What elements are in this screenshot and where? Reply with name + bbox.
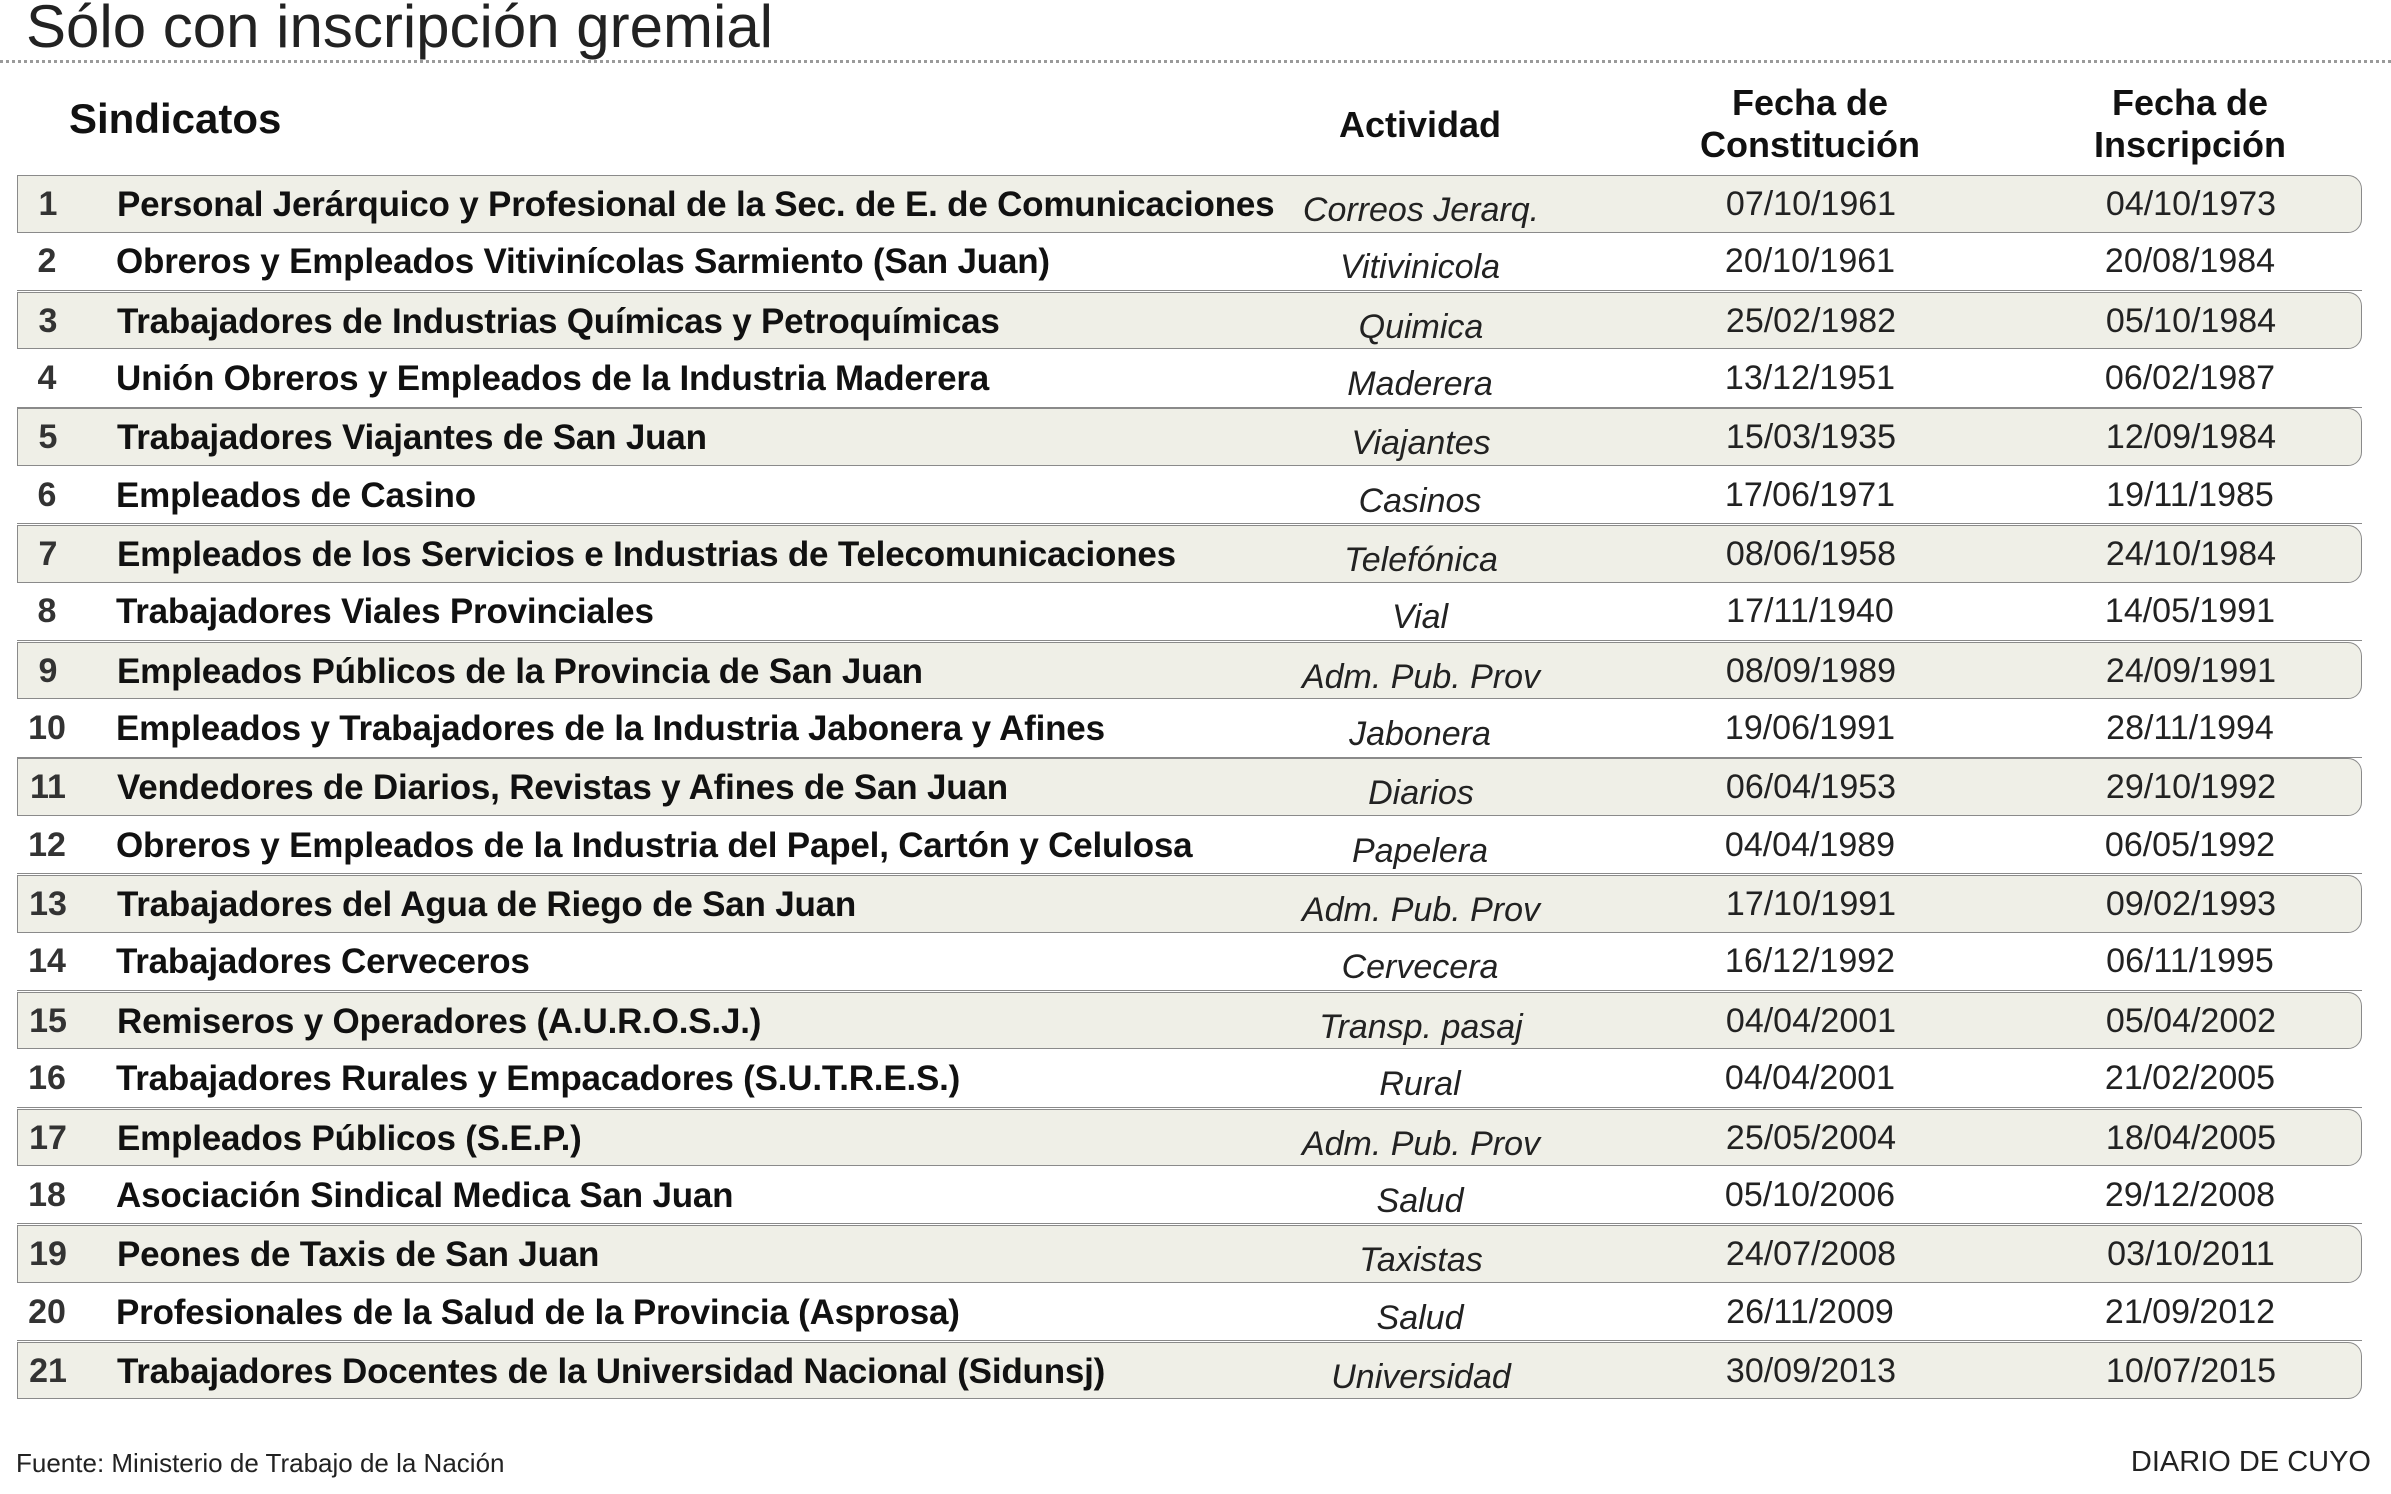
sindicatos-table [17,175,2362,1400]
fecha-constitucion-cell: 19/06/1991 [1724,709,1896,748]
header-actividad: Actividad [1338,104,1502,145]
fecha-inscripcion-cell: 06/05/1992 [2104,825,2276,864]
fecha-inscripcion-cell: 19/11/1985 [2106,475,2274,514]
fecha-inscripcion-cell: 03/10/2011 [2107,1235,2275,1274]
sindicato-name: Unión Obreros y Empleados de la Industria Maderera [116,359,990,399]
fecha-inscripcion-cell: 05/04/2002 [2105,1001,2277,1040]
sindicato-name: Empleados Públicos (S.E.P.) [117,1118,582,1158]
row-number: 10 [28,709,66,748]
actividad-cell: Rural [1379,1065,1461,1104]
fecha-constitucion-cell: 04/04/2001 [1725,1001,1897,1040]
header-fecha-inscripcion [2040,82,2340,166]
fecha-constitucion-cell: 05/10/2006 [1724,1175,1896,1214]
sindicato-name: Trabajadores Viajantes de San Juan [117,418,707,458]
fecha-inscripcion-cell: 04/10/1973 [2105,185,2277,223]
sindicato-name: Empleados de los Servicios e Industrias de Telecomunicaciones [117,535,1176,575]
actividad-cell: Salud [1376,1181,1464,1220]
row-number: 4 [37,359,57,398]
header-sindicatos: Sindicatos [69,95,282,142]
row-number: 8 [37,592,57,631]
fecha-constitucion-cell: 15/03/1935 [1725,418,1897,457]
fecha-constitucion-cell: 04/04/2001 [1724,1059,1896,1098]
sindicato-name: Asociación Sindical Medica San Juan [116,1175,734,1215]
sindicato-name: Trabajadores del Agua de Riego de San Juan [117,885,857,925]
table-row [17,933,2362,991]
fecha-inscripcion-cell: 10/07/2015 [2105,1351,2277,1390]
row-number: 11 [30,768,66,807]
row-number: 6 [37,475,57,514]
page-title: Sólo con inscripción gremial [26,0,774,60]
fecha-inscripcion-cell: 05/10/1984 [2105,301,2277,340]
brand-logo-text: DIARIO DE CUYO [2130,1446,2371,1478]
row-number: 7 [38,535,58,574]
header-fecha-inscripcion-line: Fecha de Inscripción [2093,82,2287,165]
table-row [17,700,2362,758]
actividad-cell: Vitivinicola [1339,248,1500,287]
actividad-cell: Universidad [1331,1357,1511,1396]
actividad-cell: Viajantes [1351,424,1491,463]
actividad-cell: Adm. Pub. Prov [1301,657,1541,696]
row-number: 17 [29,1118,67,1157]
row-number: 9 [38,651,58,690]
row-number: 14 [28,942,66,981]
source-note: Fuente: Ministerio de Trabajo de la Nación [16,1448,505,1478]
table-row [17,1342,2362,1400]
fecha-inscripcion-cell: 28/11/1994 [2106,709,2274,748]
table-row [17,292,2362,350]
table-row [17,583,2362,641]
row-number: 15 [29,1001,67,1040]
fecha-inscripcion-cell: 18/04/2005 [2105,1118,2277,1157]
fecha-constitucion-cell: 25/05/2004 [1725,1118,1897,1157]
sindicato-name: Trabajadores de Industrias Químicas y Petroquímicas [117,301,1000,341]
table-row [17,175,2362,233]
sindicato-name: Trabajadores Docentes de la Universidad Nacional (Sidunsj) [117,1351,1106,1391]
actividad-cell: Vial [1391,598,1449,637]
row-number: 16 [28,1059,66,1098]
table-row [17,525,2362,583]
sindicato-name: Peones de Taxis de San Juan [117,1235,600,1275]
actividad-cell: Correos Jerarq. [1302,191,1540,229]
row-number: 20 [28,1292,66,1331]
table-row [17,642,2362,700]
actividad-cell: Cervecera [1341,948,1499,987]
actividad-cell: Jabonera [1349,715,1491,754]
row-number: 21 [29,1351,67,1390]
table-row [17,1109,2362,1167]
table-row [17,992,2362,1050]
fecha-inscripcion-cell: 06/11/1995 [2106,942,2274,981]
actividad-cell: Quimica [1358,307,1484,346]
sindicato-name: Obreros y Empleados Vitivinícolas Sarmiento (San Juan) [116,242,1050,282]
sindicato-name: Trabajadores Rurales y Empacadores (S.U.T.R.E.S.) [116,1059,961,1099]
fecha-constitucion-cell: 07/10/1961 [1725,185,1897,223]
title-divider [0,60,2391,63]
actividad-cell: Adm. Pub. Prov [1301,891,1541,930]
actividad-cell: Casinos [1358,481,1482,520]
sindicato-name: Empleados Públicos de la Provincia de San Juan [117,651,923,691]
fecha-constitucion-cell: 26/11/2009 [1726,1292,1894,1331]
fecha-constitucion-cell: 13/12/1951 [1724,359,1896,398]
table-row [17,233,2362,291]
fecha-inscripcion-cell: 24/09/1991 [2105,651,2277,690]
row-number: 18 [28,1175,66,1214]
row-number: 19 [29,1235,67,1274]
row-number: 12 [28,825,66,864]
table-row [17,758,2362,816]
table-row [17,1167,2362,1225]
sindicato-name: Vendedores de Diarios, Revistas y Afines de San Juan [117,768,1008,808]
fecha-inscripcion-cell: 12/09/1984 [2105,418,2277,457]
fecha-constitucion-cell: 30/09/2013 [1725,1351,1897,1390]
fecha-constitucion-cell: 06/04/1953 [1725,768,1897,807]
actividad-cell: Salud [1376,1298,1464,1337]
fecha-constitucion-cell: 08/06/1958 [1725,535,1897,574]
fecha-constitucion-cell: 24/07/2008 [1725,1235,1897,1274]
table-row [17,467,2362,525]
sindicato-name: Personal Jerárquico y Profesional de la Sec. de E. de Comunicaciones [117,185,1275,224]
fecha-constitucion-cell: 17/10/1991 [1725,885,1897,924]
fecha-constitucion-cell: 20/10/1961 [1724,242,1896,281]
fecha-constitucion-cell: 16/12/1992 [1724,942,1896,981]
fecha-inscripcion-cell: 21/09/2012 [2104,1292,2276,1331]
actividad-cell: Taxistas [1359,1241,1483,1280]
fecha-constitucion-cell: 25/02/1982 [1725,301,1897,340]
row-number: 1 [38,185,58,223]
table-row [17,408,2362,466]
sindicato-name: Empleados y Trabajadores de la Industria Jabonera y Afines [116,709,1105,749]
header-fecha-constitucion-line: Fecha de Constitución [1700,82,1920,165]
sindicato-name: Profesionales de la Salud de la Provincia (Asprosa) [116,1292,960,1332]
sindicato-name: Obreros y Empleados de la Industria del Papel, Cartón y Celulosa [116,825,1193,865]
fecha-inscripcion-cell: 21/02/2005 [2104,1059,2276,1098]
fecha-inscripcion-cell: 14/05/1991 [2104,592,2276,631]
fecha-constitucion-cell: 04/04/1989 [1724,825,1896,864]
table-row [17,1284,2362,1342]
row-number: 2 [37,242,57,281]
table-row [17,1050,2362,1108]
actividad-cell: Diarios [1368,774,1474,813]
fecha-constitucion-cell: 17/11/1940 [1726,592,1894,631]
fecha-inscripcion-cell: 09/02/1993 [2105,885,2277,924]
fecha-inscripcion-cell: 06/02/1987 [2104,359,2276,398]
table-row [17,875,2362,933]
fecha-inscripcion-cell: 29/12/2008 [2104,1175,2276,1214]
actividad-cell: Maderera [1347,365,1493,404]
fecha-inscripcion-cell: 20/08/1984 [2104,242,2276,281]
actividad-cell: Adm. Pub. Prov [1301,1124,1541,1163]
sindicato-name: Empleados de Casino [116,475,476,515]
sindicato-name: Remiseros y Operadores (A.U.R.O.S.J.) [117,1001,762,1041]
row-number: 5 [38,418,58,457]
fecha-constitucion-cell: 08/09/1989 [1725,651,1897,690]
sindicato-name: Trabajadores Cerveceros [116,942,530,982]
fecha-inscripcion-cell: 29/10/1992 [2105,768,2277,807]
fecha-inscripcion-cell: 24/10/1984 [2105,535,2277,574]
row-number: 13 [29,885,67,924]
sindicato-name: Trabajadores Viales Provinciales [116,592,654,632]
row-number: 3 [38,301,58,340]
table-row [17,1225,2362,1283]
fecha-constitucion-cell: 17/06/1971 [1724,475,1896,514]
actividad-cell: Papelera [1351,831,1489,870]
header-fecha-constitucion [1660,82,1960,166]
table-row [17,350,2362,408]
actividad-cell: Telefónica [1344,541,1498,580]
table-row [17,817,2362,875]
actividad-cell: Transp. pasaj [1319,1007,1523,1046]
